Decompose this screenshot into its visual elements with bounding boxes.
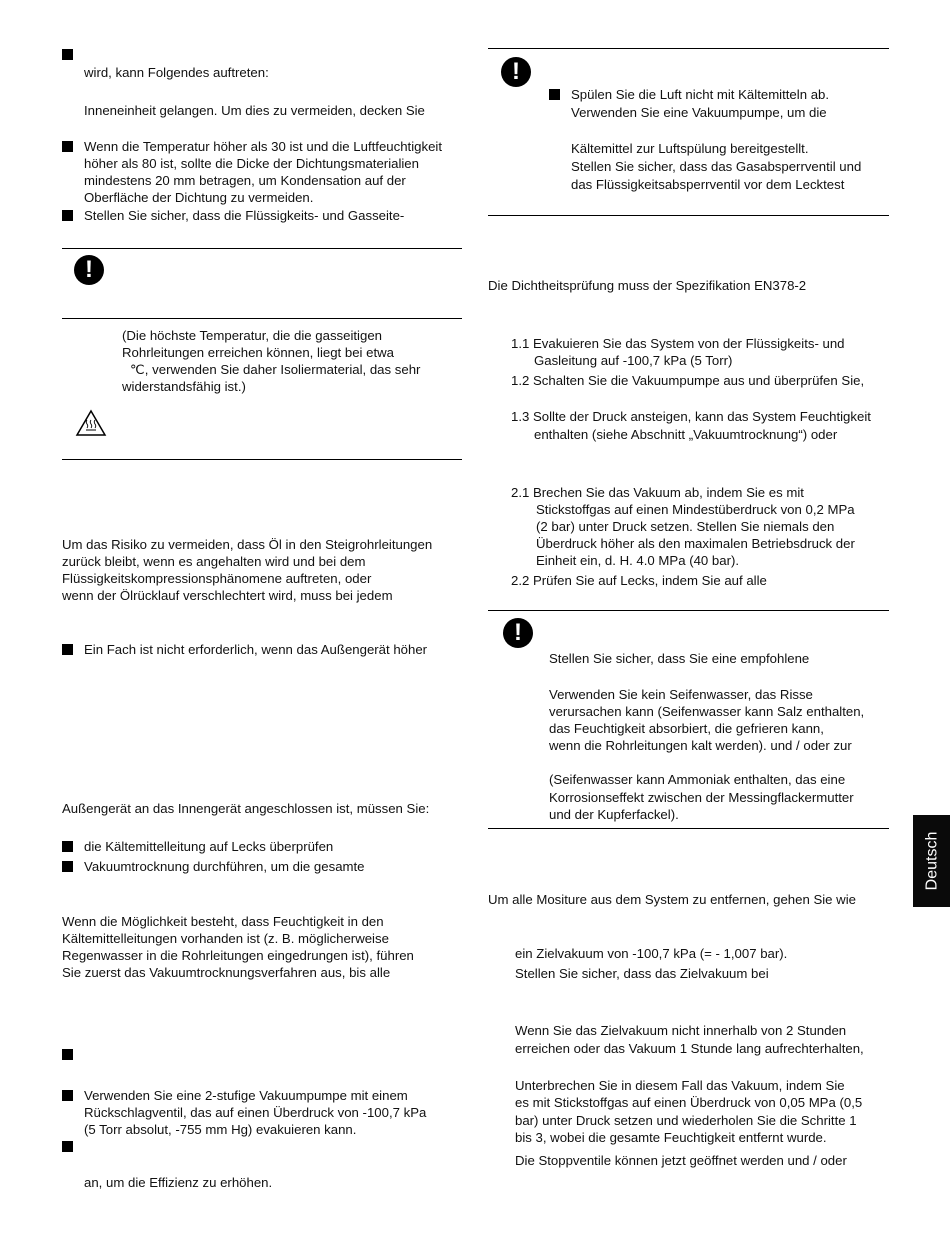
bullet-icon xyxy=(62,841,73,852)
divider xyxy=(488,215,889,216)
text-line: 2.2 Prüfen Sie auf Lecks, indem Sie auf alle xyxy=(511,573,767,588)
text-line: Kältemittel zur Luftspülung bereitgestellt. xyxy=(571,141,809,156)
text-line: wenn die Rohrleitungen kalt werden). und / oder zur xyxy=(549,738,852,753)
text-line: Stellen Sie sicher, dass das Zielvakuum bei xyxy=(515,966,769,981)
text-line: Kältemittelleitungen vorhanden ist (z. B. möglicherweise xyxy=(62,931,389,946)
bullet-icon xyxy=(62,861,73,872)
bullet-icon xyxy=(549,89,560,100)
text-line: Inneneinheit gelangen. Um dies zu vermeiden, decken Sie xyxy=(84,103,425,118)
text-line: Wenn Sie das Zielvakuum nicht innerhalb von 2 Stunden xyxy=(515,1023,847,1038)
text-line: an, um die Effizienz zu erhöhen. xyxy=(84,1175,273,1190)
bullet-icon xyxy=(62,644,73,655)
text-line: Außengerät an das Innengerät angeschlossen ist, müssen Sie: xyxy=(62,801,430,816)
text-line: Um das Risiko zu vermeiden, dass Öl in den Steigrohrleitungen xyxy=(62,537,433,552)
text-line: Die Dichtheitsprüfung muss der Spezifikation EN378-2 xyxy=(488,278,807,293)
exclamation-circle-icon: ! xyxy=(503,618,533,648)
text-line: zurück bleibt, wenn es angehalten wird und bei dem xyxy=(62,554,366,569)
text-line: Stellen Sie sicher, dass Sie eine empfohlene xyxy=(549,651,810,666)
text-line: die Kältemittelleitung auf Lecks überprüfen xyxy=(84,839,334,854)
text-line: verursachen kann (Seifenwasser kann Salz enthalten, xyxy=(549,704,865,719)
text-line: 2.1 Brechen Sie das Vakuum ab, indem Sie es mit xyxy=(511,485,804,500)
text-line: Verwenden Sie eine 2-stufige Vakuumpumpe mit einem xyxy=(84,1088,408,1103)
text-line: Rückschlagventil, das auf einen Überdruck von -100,7 kPa xyxy=(84,1105,427,1120)
text-line: 1.2 Schalten Sie die Vakuumpumpe aus und überprüfen Sie, xyxy=(511,373,865,388)
text-line: (5 Torr absolut, -755 mm Hg) evakuieren kann. xyxy=(84,1122,357,1137)
text-line: bar) unter Druck setzen und wiederholen Sie die Schritte 1 xyxy=(515,1113,857,1128)
bullet-icon xyxy=(62,1141,73,1152)
text-line: enthalten (siehe Abschnitt „Vakuumtrocknung“) oder xyxy=(534,427,838,442)
text-line: Überdruck höher als den maximalen Betriebsdruck der xyxy=(536,536,855,551)
text-line: bis 3, wobei die gesamte Feuchtigkeit entfernt wurde. xyxy=(515,1130,827,1145)
text-line: Unterbrechen Sie in diesem Fall das Vakuum, indem Sie xyxy=(515,1078,845,1093)
text-line: das Flüssigkeitsabsperrventil vor dem Lecktest xyxy=(571,177,845,192)
hot-surface-icon xyxy=(75,409,107,437)
text-line: 1.1 Evakuieren Sie das System von der Flüssigkeits- und xyxy=(511,336,845,351)
text-line: Verwenden Sie eine Vakuumpumpe, um die xyxy=(571,105,827,120)
bullet-icon xyxy=(62,49,73,60)
bullet-icon xyxy=(62,210,73,221)
text-line: Stellen Sie sicher, dass die Flüssigkeits- und Gasseite- xyxy=(84,208,405,223)
exclamation-circle-icon: ! xyxy=(74,255,104,285)
text-line: Regenwasser in die Rohrleitungen eingedrungen ist), führen xyxy=(62,948,414,963)
text-line: Um alle Mositure aus dem System zu entfernen, gehen Sie wie xyxy=(488,892,856,907)
bullet-icon xyxy=(62,141,73,152)
divider xyxy=(488,48,889,49)
exclamation-circle-icon: ! xyxy=(501,57,531,87)
bullet-icon xyxy=(62,1049,73,1060)
divider xyxy=(62,459,462,460)
text-line: Vakuumtrocknung durchführen, um die gesamte xyxy=(84,859,365,874)
language-tab-label: Deutsch xyxy=(922,831,940,891)
text-line: wenn der Ölrücklauf verschlechtert wird, muss bei jedem xyxy=(62,588,393,603)
divider xyxy=(62,248,462,249)
text-line: (2 bar) unter Druck setzen. Stellen Sie niemals den xyxy=(536,519,835,534)
text-line: ein Zielvakuum von -100,7 kPa (= - 1,007 bar). xyxy=(515,946,788,961)
text-line: Rohrleitungen erreichen können, liegt bei etwa xyxy=(122,345,394,360)
text-line: Stellen Sie sicher, dass das Gasabsperrventil und xyxy=(571,159,862,174)
bullet-icon xyxy=(62,1090,73,1101)
text-line: Die Stoppventile können jetzt geöffnet werden und / oder xyxy=(515,1153,847,1168)
language-tab xyxy=(913,815,950,907)
text-line: (Die höchste Temperatur, die die gasseitigen xyxy=(122,328,382,343)
text-line: Einheit ein, d. H. 4.0 MPa (40 bar). xyxy=(536,553,740,568)
text-line: Wenn die Möglichkeit besteht, dass Feuchtigkeit in den xyxy=(62,914,384,929)
divider xyxy=(488,610,889,611)
text-line: Flüssigkeitskompressionsphänomene auftreten, oder xyxy=(62,571,372,586)
text-line: wird, kann Folgendes auftreten: xyxy=(84,65,269,80)
text-line: Verwenden Sie kein Seifenwasser, das Risse xyxy=(549,687,813,702)
text-line: Spülen Sie die Luft nicht mit Kältemitteln ab. xyxy=(571,87,830,102)
text-line: erreichen oder das Vakuum 1 Stunde lang aufrechterhalten, xyxy=(515,1041,864,1056)
text-line: (Seifenwasser kann Ammoniak enthalten, das eine xyxy=(549,772,846,787)
text-line: 1.3 Sollte der Druck ansteigen, kann das System Feuchtigkeit xyxy=(511,409,871,424)
divider xyxy=(62,318,462,319)
text-line: es mit Stickstoffgas auf einen Überdruck von 0,05 MPa (0,5 xyxy=(515,1095,863,1110)
text-line: Sie zuerst das Vakuumtrocknungsverfahren aus, bis alle xyxy=(62,965,391,980)
text-line: Oberfläche der Dichtung zu vermeiden. xyxy=(84,190,314,205)
text-line: das Feuchtigkeit absorbiert, die gefrieren kann, xyxy=(549,721,824,736)
text-line: ℃, verwenden Sie daher Isoliermaterial, das sehr xyxy=(130,362,421,377)
text-line: Korrosionseffekt zwischen der Messingflackermutter xyxy=(549,790,854,805)
text-line: Ein Fach ist nicht erforderlich, wenn das Außengerät höher xyxy=(84,642,428,657)
text-line: mindestens 20 mm betragen, um Kondensation auf der xyxy=(84,173,406,188)
text-line: Gasleitung auf -100,7 kPa (5 Torr) xyxy=(534,353,733,368)
text-line: höher als 80 ist, sollte die Dicke der Dichtungsmaterialien xyxy=(84,156,419,171)
divider xyxy=(488,828,889,829)
text-line: widerstandsfähig ist.) xyxy=(122,379,246,394)
text-line: und der Kupferfackel). xyxy=(549,807,679,822)
text-line: Stickstoffgas auf einen Mindestüberdruck von 0,2 MPa xyxy=(536,502,855,517)
text-line: Wenn die Temperatur höher als 30 ist und die Luftfeuchtigkeit xyxy=(84,139,442,154)
